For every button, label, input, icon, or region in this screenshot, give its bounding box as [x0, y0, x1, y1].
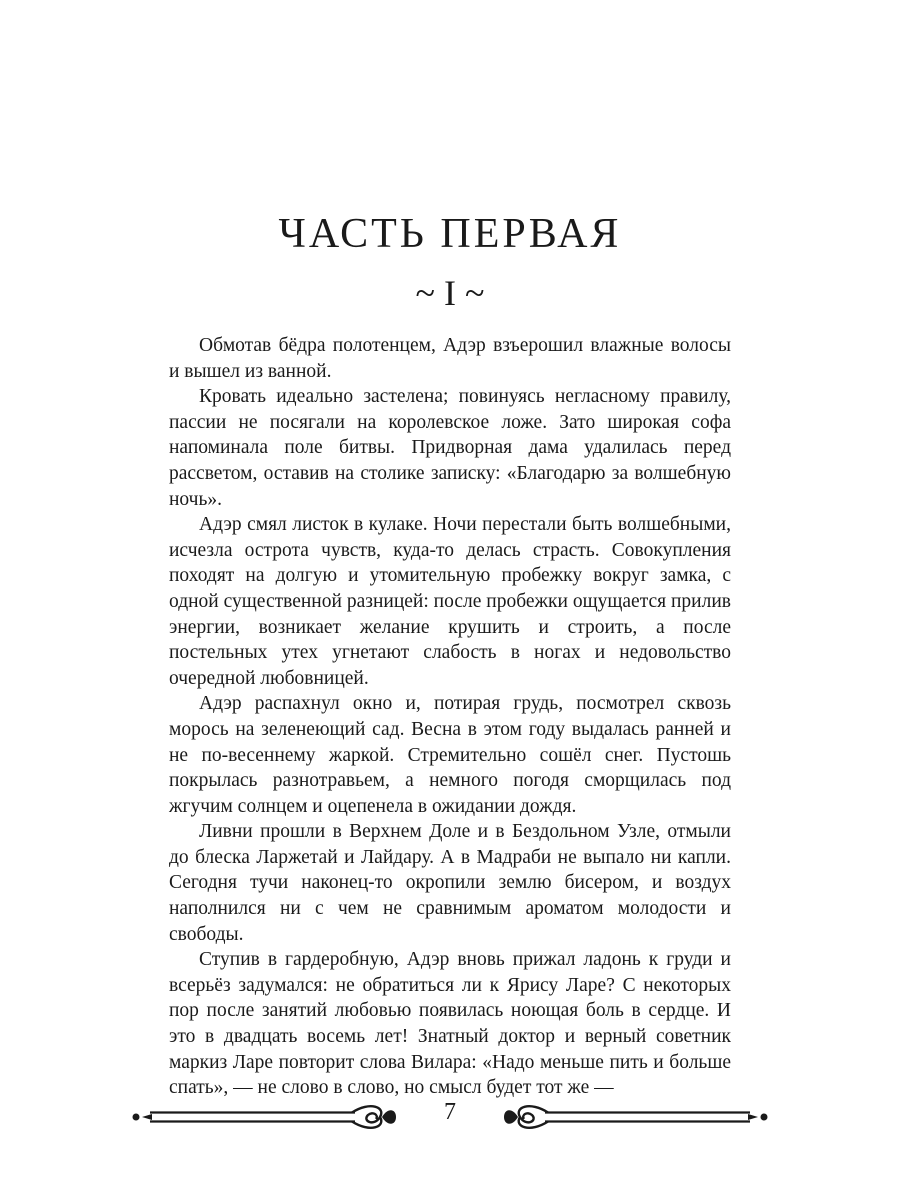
- paragraph: Адэр распахнул окно и, потирая грудь, посмотрел сквозь морось на зеленеющий сад. Весна в этом году выдалась ранней и не по-весеннему жаркой. Стремительно сошёл снег. Пустошь покрылась разнотравьем, а немного погодя сморщилась под жгучим солнцем и оцепенела в ожидании дождя.: [169, 693, 731, 817]
- paragraph: Адэр смял листок в кулаке. Ночи перестали быть волшебными, исчезла острота чувств, куда-то делась страсть. Совокупления походят на долгую и утомительную пробежку вокруг замка, с одной существенной разницей: после пробежки ощущается прилив энергии, возникает желание крушить и строить, а после постельных утех угнетают слабость в ногах и недовольство очередной любовницей.: [169, 514, 731, 689]
- paragraph: Ступив в гардеробную, Адэр вновь прижал ладонь к груди и всерьёз задумался: не обратиться ли к Ярису Ларе? С некоторых пор после занятий любовью появилась ноющая боль в сердце. И это в двадцать восемь лет! Знатный доктор и верный советник маркиз Ларе повторит слова Вилара: «Надо меньше пить и больше спать», — не слово в слово, но смысл будет тот же —: [169, 949, 731, 1099]
- page-footer: [130, 1093, 770, 1141]
- footer-ornament-right-icon: [500, 1097, 770, 1137]
- paragraph: Кровать идеально застелена; повинуясь негласному правилу, пассии не посягали на королевское ложе. Зато широкая софа напоминала поле битвы. Придворная дама удалилась перед рассветом, оставив на столике записку: «Благодарю за волшебную ночь».: [169, 386, 731, 510]
- text-body: [169, 333, 731, 1101]
- page-number: 7: [444, 1099, 456, 1125]
- chapter-number: ~ I ~: [415, 273, 485, 313]
- paragraph: Ливни прошли в Верхнем Доле и в Бездольном Узле, отмыли до блеска Ларжетай и Лайдару. А в Мадраби не выпало ни капли. Сегодня тучи наконец-то окропили землю бисером, и воздух наполнился ни с чем не сравнимым ароматом молодости и свободы.: [169, 821, 731, 945]
- part-title: ЧАСТЬ ПЕРВАЯ: [278, 211, 622, 257]
- paragraph: Обмотав бёдра полотенцем, Адэр взъерошил влажные волосы и вышел из ванной.: [169, 335, 731, 382]
